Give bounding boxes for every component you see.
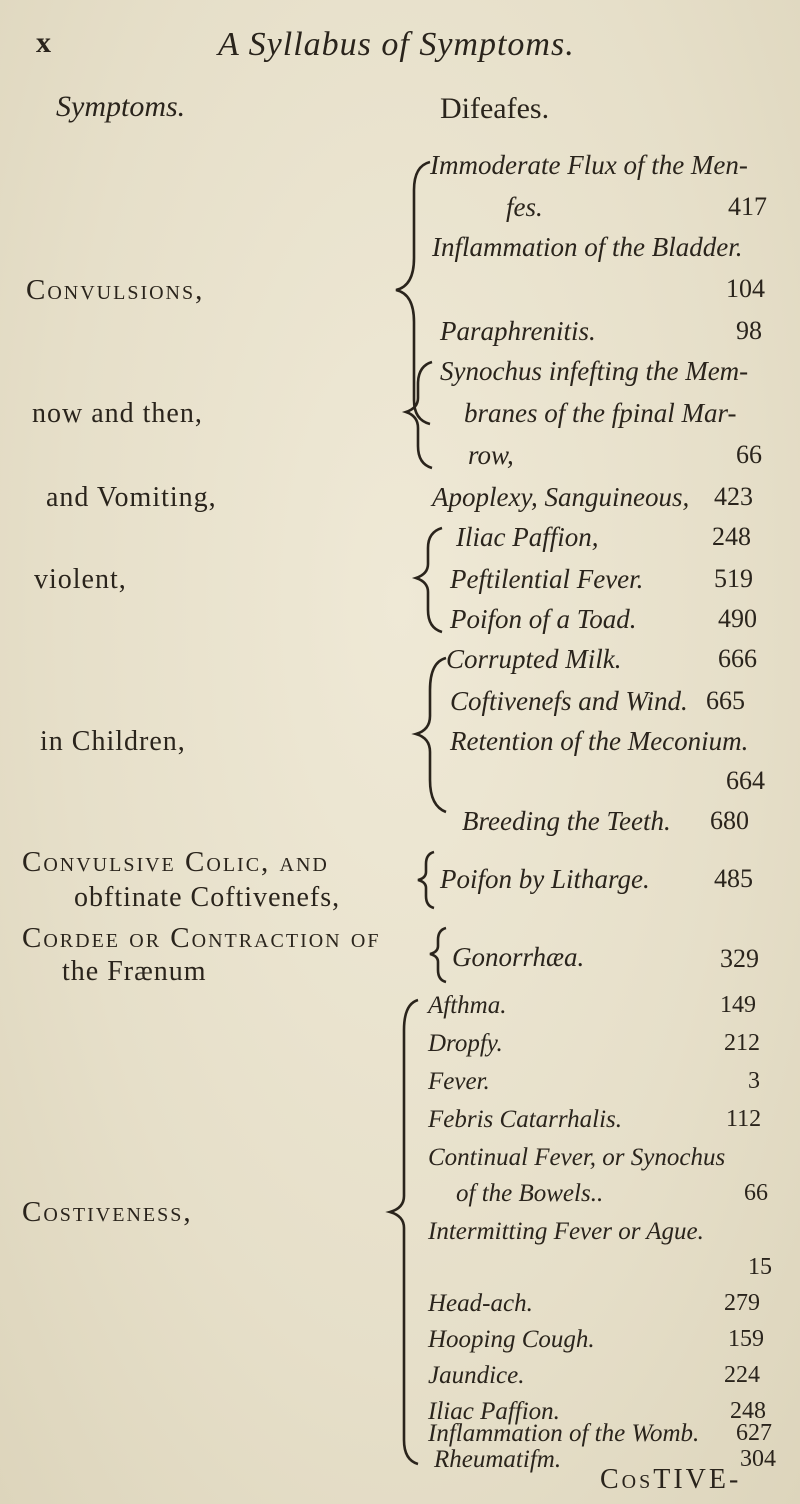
page-ref: 519 (714, 564, 753, 593)
page-ref: 149 (720, 992, 756, 1018)
disease-text: Immoderate Flux of the Men- (430, 150, 748, 180)
symptom-convulsive-colic: Convulsive Colic, and (22, 846, 329, 878)
page-ref: 159 (728, 1326, 764, 1352)
disease-text: Dropfy. (428, 1030, 503, 1057)
symptom-and-vomiting: and Vomiting, (46, 482, 217, 513)
page-ref: 417 (728, 192, 767, 221)
symptom-cordee-cont: the Frænum (62, 956, 207, 987)
page-ref: 212 (724, 1030, 760, 1056)
page-ref: 664 (726, 766, 765, 795)
page-ref: 666 (718, 644, 757, 673)
page-ref: 485 (714, 864, 753, 893)
page-ref: 680 (710, 806, 749, 835)
symptom-now-and-then: now and then, (32, 398, 203, 429)
page-ref: 423 (714, 482, 753, 511)
disease-text: Breeding the Teeth. (462, 806, 671, 836)
page-ref: 112 (726, 1106, 762, 1132)
page-ref: 3 (748, 1068, 760, 1094)
symptom-costiveness: Costiveness, (22, 1196, 193, 1228)
symptom-violent: violent, (34, 564, 127, 595)
disease-text: Coftivenefs and Wind. (450, 686, 688, 716)
disease-text: Inflammation of the Bladder. (432, 232, 743, 262)
page-ref: 279 (724, 1290, 760, 1316)
symptom-cordee: Cordee or Contraction of (22, 922, 381, 954)
symptom-in-children: in Children, (40, 726, 186, 757)
column-heading-diseases: Difeafes. (440, 92, 550, 125)
disease-text: Poifon of a Toad. (450, 604, 637, 634)
disease-text: Iliac Paffion, (456, 522, 599, 552)
page-mark: x (36, 26, 51, 59)
column-heading-symptoms: Symptoms. (56, 90, 186, 123)
disease-text: Gonorrhæa. (452, 942, 585, 972)
page-ref: 490 (718, 604, 757, 633)
disease-text: Rheumatifm. (434, 1446, 562, 1473)
disease-text: of the Bowels.. (456, 1180, 604, 1207)
page-ref: 224 (724, 1362, 760, 1388)
disease-text: Iliac Paffion. (428, 1398, 560, 1425)
page-ref: 15 (748, 1254, 772, 1280)
disease-text: Intermitting Fever or Ague. (428, 1218, 704, 1245)
disease-text: Synochus infefting the Mem- (440, 356, 749, 386)
disease-text: Jaundice. (428, 1362, 525, 1389)
page-ref: 66 (744, 1180, 768, 1206)
disease-text: Hooping Cough. (428, 1326, 595, 1353)
page-ref: 627 (736, 1420, 772, 1446)
catchword: CosTIVE- (600, 1464, 742, 1495)
page-ref: 66 (736, 440, 762, 469)
disease-text: fes. (506, 192, 543, 222)
disease-text: row, (468, 440, 514, 470)
page-ref: 248 (712, 522, 751, 551)
disease-text: Peftilential Fever. (450, 564, 644, 594)
symptom-convulsions: Convulsions, (26, 274, 205, 306)
page-ref: 665 (706, 686, 745, 715)
disease-text: Apoplexy, Sanguineous, (432, 482, 690, 512)
disease-text: Corrupted Milk. (446, 644, 622, 674)
page-ref: 329 (720, 944, 759, 973)
running-title: A Syllabus of Symptoms. (218, 26, 575, 63)
page-ref: 304 (740, 1446, 776, 1472)
disease-text: branes of the fpinal Mar- (464, 398, 737, 428)
disease-text: Continual Fever, or Synochus (428, 1144, 726, 1171)
symptom-convulsive-colic-cont: obftinate Coftivenefs, (74, 882, 341, 913)
disease-text: Febris Catarrhalis. (428, 1106, 623, 1133)
disease-text: Paraphrenitis. (440, 316, 596, 346)
page-ref: 98 (736, 316, 762, 345)
disease-text: Poifon by Litharge. (440, 864, 650, 894)
disease-text: Head-ach. (428, 1290, 533, 1317)
page-ref: 104 (726, 274, 765, 303)
disease-text: Inflammation of the Womb. (428, 1420, 700, 1447)
disease-text: Fever. (428, 1068, 490, 1095)
page-ref: 248 (730, 1398, 766, 1424)
disease-text: Retention of the Meconium. (450, 726, 749, 756)
disease-text: Afthma. (428, 992, 507, 1019)
